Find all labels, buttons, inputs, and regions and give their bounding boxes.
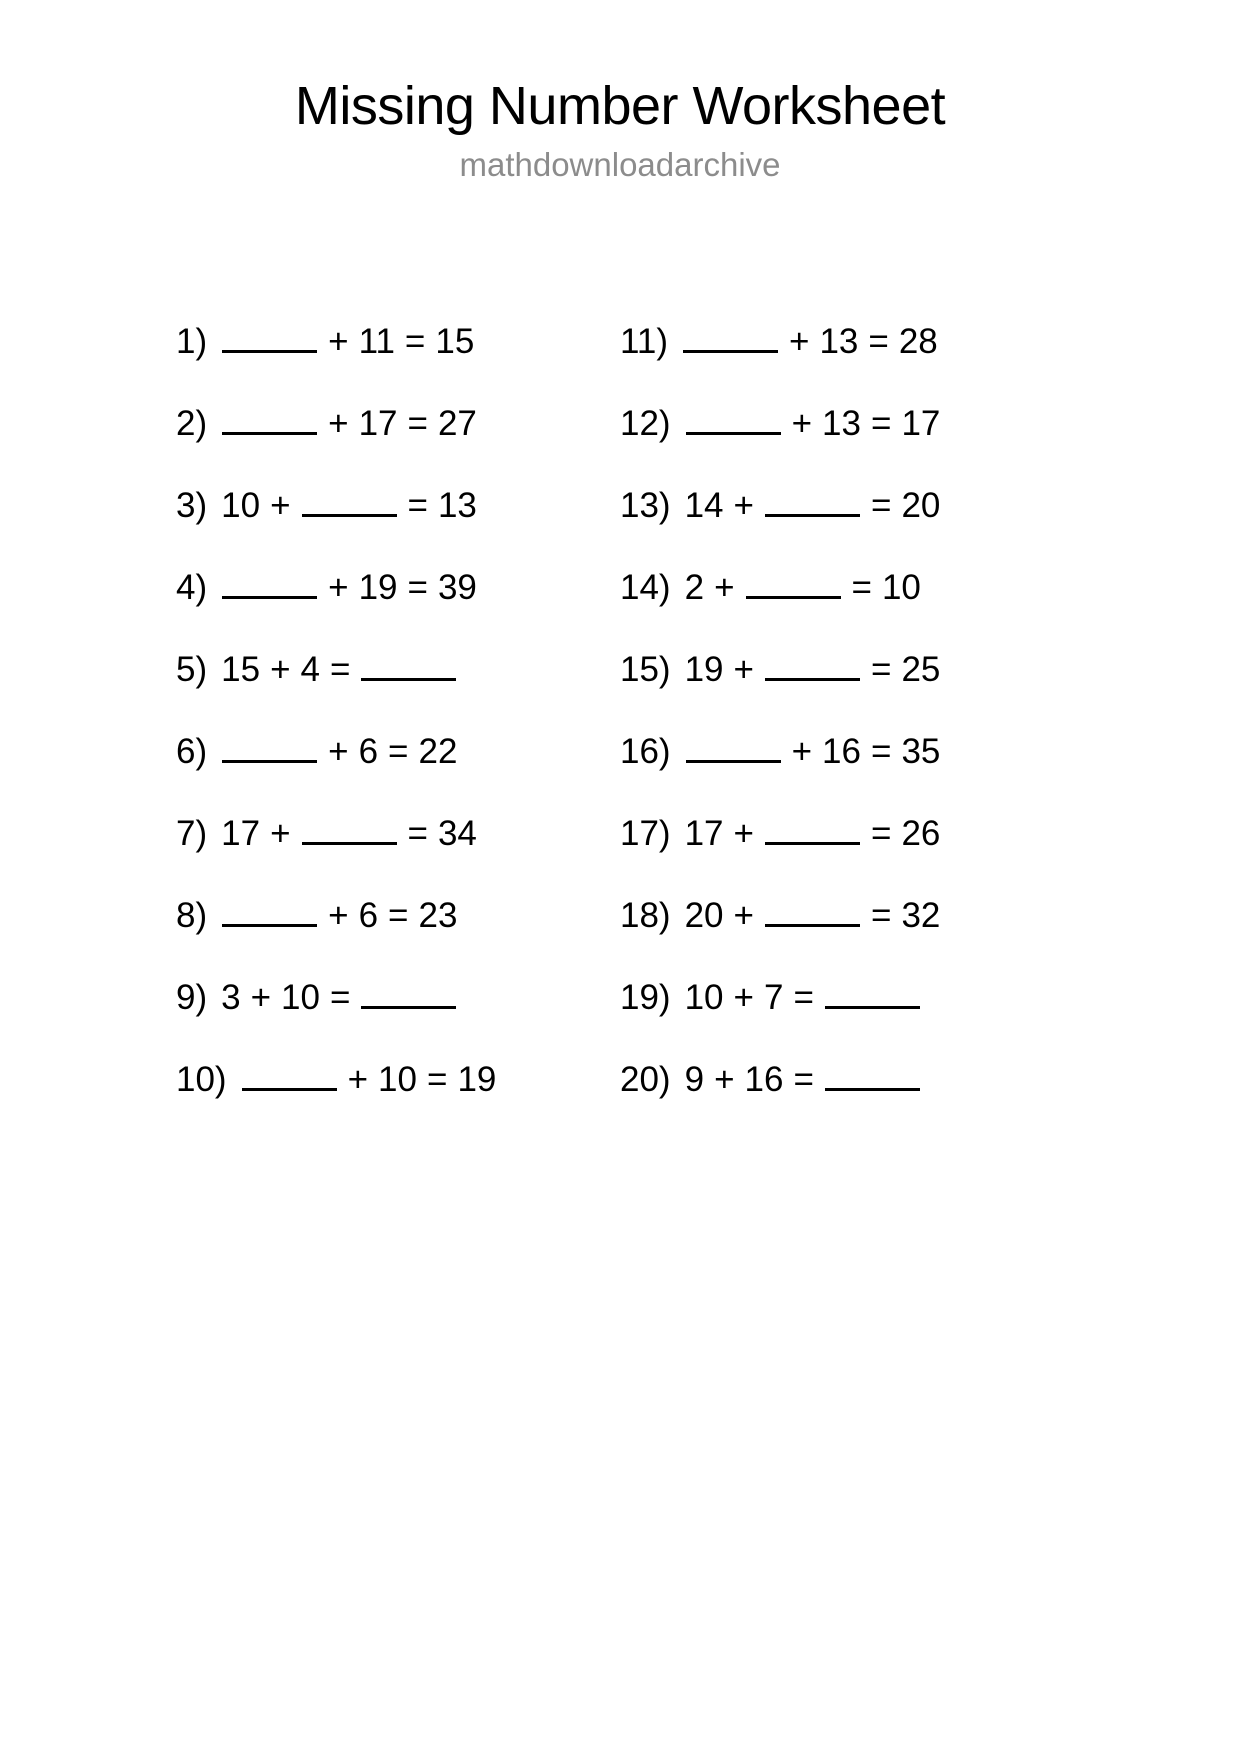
equals-operator: = <box>868 321 889 361</box>
problem-row <box>620 792 970 874</box>
equals-operator: = <box>870 813 892 853</box>
answer-blank-b[interactable] <box>302 816 397 845</box>
problem-number: 13) <box>620 485 671 525</box>
operand-a: 2 <box>684 567 705 607</box>
equals-operator: = <box>426 1059 448 1099</box>
equation <box>216 321 479 361</box>
problem-number: 12) <box>620 403 671 443</box>
operand-a: 10 <box>684 977 724 1017</box>
equals-operator: = <box>407 403 428 443</box>
plus-operator: + <box>733 649 754 689</box>
sum-result: 39 <box>437 567 477 607</box>
equation <box>680 567 926 607</box>
answer-blank-b[interactable] <box>765 816 860 845</box>
plus-operator: + <box>270 649 291 689</box>
plus-operator: + <box>328 403 349 443</box>
plus-operator: + <box>250 977 272 1017</box>
operand-b: 17 <box>358 403 398 443</box>
equation <box>216 485 482 525</box>
operand-b: 16 <box>744 1059 784 1099</box>
answer-blank-a[interactable] <box>222 734 317 763</box>
operand-b: 16 <box>822 731 861 771</box>
operand-a: 3 <box>221 977 241 1017</box>
problem-number: 20) <box>620 1059 671 1099</box>
operand-a: 10 <box>221 485 261 525</box>
plus-operator: + <box>789 321 810 361</box>
problem-row <box>620 956 970 1038</box>
equation <box>680 813 946 853</box>
plus-operator: + <box>328 895 349 935</box>
plus-operator: + <box>791 403 813 443</box>
problem-column-right <box>450 300 970 1120</box>
problem-number: 17) <box>620 813 671 853</box>
plus-operator: + <box>328 567 349 607</box>
answer-blank-a[interactable] <box>686 734 781 763</box>
sum-result: 17 <box>901 403 941 443</box>
plus-operator: + <box>328 731 349 771</box>
operand-b: 10 <box>281 977 320 1017</box>
operand-a: 15 <box>221 649 261 689</box>
problem-number: 11) <box>620 321 668 361</box>
equals-operator: = <box>870 485 892 525</box>
operand-b: 10 <box>378 1059 417 1099</box>
equals-operator: = <box>329 649 351 689</box>
problem-number: 7) <box>176 813 208 853</box>
plus-operator: + <box>328 321 349 361</box>
sum-result: 23 <box>418 895 458 935</box>
equation <box>216 731 462 771</box>
equals-operator: = <box>870 731 892 771</box>
problem-row <box>176 710 458 792</box>
equals-operator: = <box>793 1059 814 1099</box>
equals-operator: = <box>407 485 428 525</box>
answer-blank-result[interactable] <box>825 980 920 1009</box>
sum-result: 28 <box>898 321 938 361</box>
sum-result: 25 <box>901 649 941 689</box>
operand-a: 20 <box>684 895 724 935</box>
problem-row <box>620 382 970 464</box>
plus-operator: + <box>733 977 754 1017</box>
operand-a: 17 <box>221 813 261 853</box>
answer-blank-result[interactable] <box>361 652 456 681</box>
sum-result: 13 <box>437 485 477 525</box>
answer-blank-a[interactable] <box>222 570 317 599</box>
problem-number: 18) <box>620 895 671 935</box>
problem-number: 9) <box>176 977 208 1017</box>
problem-number: 3) <box>176 485 208 525</box>
plus-operator: + <box>714 1059 735 1099</box>
equals-operator: = <box>870 895 892 935</box>
problem-number: 8) <box>176 895 208 935</box>
problem-number: 10) <box>176 1059 227 1099</box>
operand-b: 6 <box>358 731 379 771</box>
answer-blank-b[interactable] <box>746 570 841 599</box>
answer-blank-a[interactable] <box>242 1062 337 1091</box>
problem-column-left <box>0 300 497 1120</box>
answer-blank-result[interactable] <box>361 980 456 1009</box>
answer-blank-a[interactable] <box>222 406 317 435</box>
answer-blank-a[interactable] <box>222 324 317 353</box>
page-subtitle: mathdownloadarchive <box>459 145 781 183</box>
operand-a: 19 <box>684 649 724 689</box>
equation <box>680 649 946 689</box>
equation <box>680 1059 926 1099</box>
answer-blank-result[interactable] <box>825 1062 920 1091</box>
problem-number: 4) <box>176 567 208 607</box>
sum-result: 22 <box>418 731 458 771</box>
answer-blank-b[interactable] <box>765 898 860 927</box>
problem-number: 2) <box>176 403 208 443</box>
answer-blank-a[interactable] <box>686 406 781 435</box>
equals-operator: = <box>870 649 892 689</box>
equation <box>680 895 946 935</box>
plus-operator: + <box>733 895 754 935</box>
equals-operator: = <box>793 977 814 1017</box>
plus-operator: + <box>791 731 813 771</box>
equation <box>677 321 943 361</box>
sum-result: 19 <box>457 1059 497 1099</box>
plus-operator: + <box>347 1059 369 1099</box>
page-title: Missing Number Worksheet <box>294 76 946 136</box>
operand-a: 14 <box>684 485 724 525</box>
sum-result: 34 <box>437 813 477 853</box>
problem-row <box>176 382 477 464</box>
equation <box>216 403 482 443</box>
operand-b: 4 <box>300 649 320 689</box>
problem-number: 19) <box>620 977 671 1017</box>
answer-blank-b[interactable] <box>765 488 860 517</box>
answer-blank-b[interactable] <box>302 488 397 517</box>
operand-a: 9 <box>684 1059 705 1099</box>
problem-number: 5) <box>176 649 208 689</box>
problem-number: 15) <box>620 649 671 689</box>
problem-row <box>620 1038 970 1120</box>
equation <box>216 813 482 853</box>
problem-row <box>620 300 970 382</box>
problem-row <box>620 874 970 956</box>
answer-blank-a[interactable] <box>683 324 778 353</box>
equation <box>680 403 946 443</box>
operand-a: 17 <box>684 813 724 853</box>
sum-result: 20 <box>901 485 941 525</box>
sum-result: 35 <box>901 731 941 771</box>
problem-row <box>176 464 477 546</box>
sum-result: 15 <box>435 321 475 361</box>
sum-result: 32 <box>901 895 941 935</box>
problem-row <box>176 956 450 1038</box>
problem-row <box>620 710 970 792</box>
answer-blank-a[interactable] <box>222 898 317 927</box>
plus-operator: + <box>270 813 291 853</box>
equals-operator: = <box>851 567 872 607</box>
problem-number: 16) <box>620 731 671 771</box>
equals-operator: = <box>407 567 428 607</box>
plus-operator: + <box>733 485 754 525</box>
problem-number: 1) <box>176 321 208 361</box>
equation <box>216 895 462 935</box>
problem-row <box>176 874 458 956</box>
equation <box>680 485 946 525</box>
equals-operator: = <box>329 977 351 1017</box>
worksheet-header <box>0 0 1240 183</box>
problem-row <box>176 300 475 382</box>
operand-b: 13 <box>819 321 859 361</box>
equation <box>680 977 926 1017</box>
equation <box>680 731 946 771</box>
equals-operator: = <box>870 403 892 443</box>
sum-result: 26 <box>901 813 941 853</box>
problem-row <box>176 546 477 628</box>
equals-operator: = <box>388 731 409 771</box>
problem-row <box>620 464 970 546</box>
problem-row <box>176 628 450 710</box>
problem-row <box>620 628 970 710</box>
plus-operator: + <box>733 813 754 853</box>
problem-number: 14) <box>620 567 671 607</box>
problem-row <box>176 792 477 874</box>
equation <box>216 977 462 1017</box>
sum-result: 27 <box>437 403 477 443</box>
equation <box>216 567 482 607</box>
plus-operator: + <box>270 485 291 525</box>
answer-blank-b[interactable] <box>765 652 860 681</box>
problem-row <box>620 546 970 628</box>
operand-b: 6 <box>358 895 379 935</box>
problem-row <box>176 1038 497 1120</box>
equals-operator: = <box>388 895 409 935</box>
equals-operator: = <box>404 321 426 361</box>
problem-number: 6) <box>176 731 208 771</box>
equation <box>216 649 462 689</box>
sum-result: 10 <box>881 567 921 607</box>
problem-columns <box>0 300 1240 1120</box>
operand-b: 19 <box>358 567 398 607</box>
operand-b: 7 <box>763 977 784 1017</box>
operand-b: 13 <box>822 403 861 443</box>
operand-b: 11 <box>358 321 395 361</box>
equals-operator: = <box>407 813 428 853</box>
plus-operator: + <box>714 567 735 607</box>
